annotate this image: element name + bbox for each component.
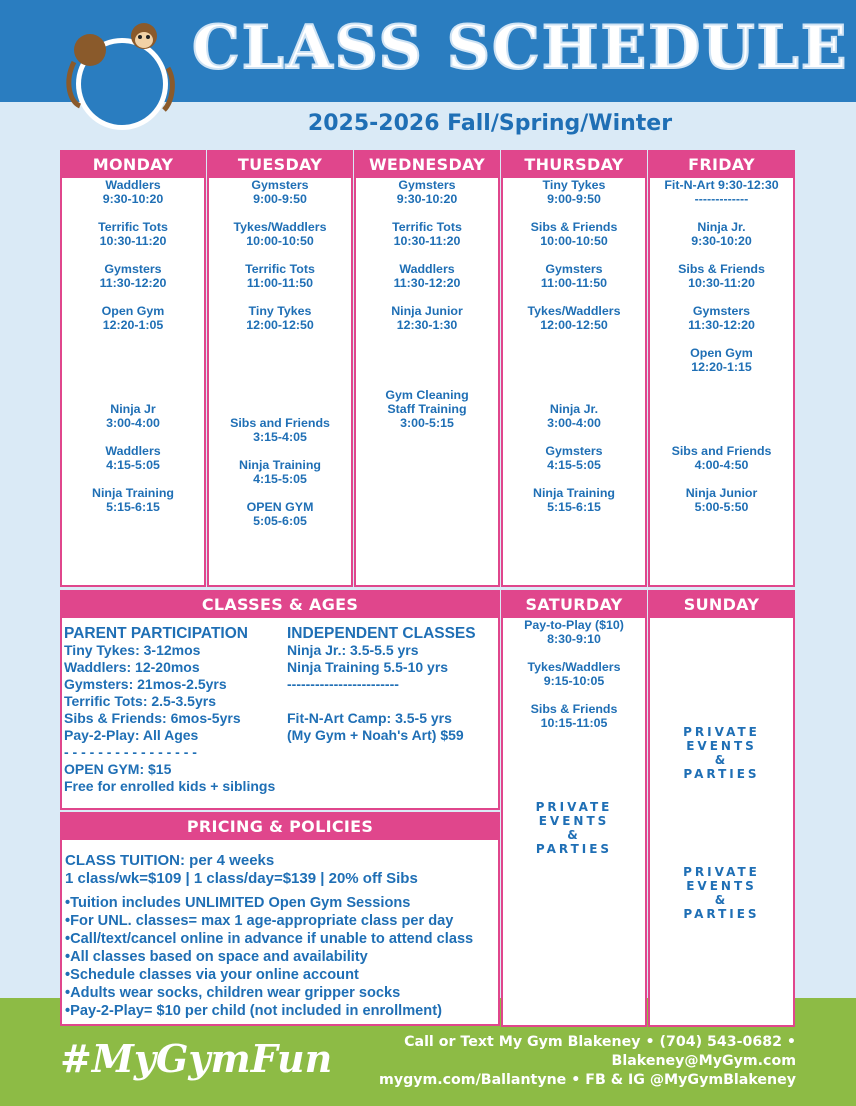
class-slot: Open Gym 12:20-1:05 — [101, 304, 165, 332]
class-slot: Sibs & Friends 10:30-11:20 — [678, 262, 765, 290]
day-column-wednesday — [354, 150, 500, 587]
class-slot: Fit-N-Art 9:30-12:30 ------------- — [664, 178, 779, 206]
open-gym-price: OPEN GYM: $15 — [64, 761, 172, 777]
class-slot: Tiny Tykes 9:00-9:50 — [542, 178, 606, 206]
page-title: CLASS SCHEDULE — [192, 13, 849, 83]
day-column-thursday — [501, 150, 647, 587]
policy-item: • Adults wear socks, children wear gripper socks — [65, 984, 473, 1002]
day-column-monday — [60, 150, 206, 587]
policy-item: • For UNL. classes= max 1 age-appropriate class per day — [65, 912, 473, 930]
pricing-content — [65, 852, 473, 1020]
age-line: Pay-2-Play: All Ages — [64, 727, 199, 743]
class-slot: Sibs and Friends 3:15-4:05 — [230, 416, 330, 444]
class-slot: Ninja Jr. 3:00-4:00 — [547, 402, 601, 430]
class-slot: Gymsters 11:30-12:20 — [99, 262, 167, 290]
class-slot: Tiny Tykes 12:00-12:50 — [246, 304, 314, 332]
independent-classes-title: INDEPENDENT CLASSES — [287, 625, 476, 642]
class-slot: Gym Cleaning Staff Training 3:00-5:15 — [385, 388, 469, 430]
class-slot: Terrific Tots 10:30-11:20 — [392, 220, 462, 248]
parent-participation-list — [64, 625, 275, 795]
class-slot: Gymsters 11:00-11:50 — [540, 262, 608, 290]
class-slot: Gymsters 9:00-9:50 — [251, 178, 309, 206]
class-slot: Terrific Tots 11:00-11:50 — [245, 262, 315, 290]
class-slot: Sibs & Friends 10:15-11:05 — [530, 702, 618, 730]
class-slot: OPEN GYM 5:05-6:05 — [246, 500, 314, 528]
hashtag: #MyGymFun — [60, 1036, 333, 1081]
age-line: Terrific Tots: 2.5-3.5yrs — [64, 693, 216, 709]
class-slot: Waddlers 9:30-10:20 — [102, 178, 164, 206]
day-header: THURSDAY — [503, 152, 645, 178]
age-line: Tiny Tykes: 3-12mos — [64, 642, 201, 658]
season-subtitle: 2025-2026 Fall/Spring/Winter — [307, 111, 673, 136]
class-slot: Waddlers 11:30-12:20 — [393, 262, 461, 290]
classes-ages-panel — [60, 590, 500, 810]
private-events-note: PRIVATE EVENTS & PARTIES — [535, 800, 613, 856]
tuition-rates: 1 class/wk=$109 | 1 class/day=$139 | 20% off Sibs — [65, 870, 418, 887]
pricing-heading: PRICING & POLICIES — [62, 814, 498, 840]
day-column-saturday — [501, 590, 647, 1027]
class-slot: Sibs & Friends 10:00-10:50 — [530, 220, 618, 248]
age-line: Free for enrolled kids + siblings — [64, 778, 276, 794]
private-events-note: PRIVATE EVENTS & PARTIES — [683, 725, 760, 781]
policy-item: • Pay-2-Play= $10 per child (not included in enrollment) — [65, 1002, 473, 1020]
class-slot: Terrific Tots 10:30-11:20 — [98, 220, 168, 248]
contact-phone-line: Call or Text My Gym Blakeney • (704) 543-0682 • — [404, 1034, 796, 1050]
age-line: Sibs & Friends: 6mos-5yrs — [64, 710, 241, 726]
day-column-tuesday — [207, 150, 353, 587]
class-slot: Sibs and Friends 4:00-4:50 — [671, 444, 772, 472]
policy-item: • Tuition includes UNLIMITED Open Gym Sessions — [65, 894, 473, 912]
divider-line: - - - - - - - - - - - - - - - - — [64, 744, 197, 760]
day-header: WEDNESDAY — [356, 152, 498, 178]
day-column-friday — [648, 150, 795, 587]
class-slot: Gymsters 11:30-12:20 — [688, 304, 755, 332]
day-header: FRIDAY — [650, 152, 793, 178]
classes-ages-heading: CLASSES & AGES — [62, 592, 498, 618]
age-line: Fit-N-Art Camp: 3.5-5 yrs — [287, 710, 452, 726]
class-slot: Tykes/Waddlers 10:00-10:50 — [233, 220, 327, 248]
policy-item: • Schedule classes via your online account — [65, 966, 473, 984]
class-slot: Ninja Junior 12:30-1:30 — [391, 304, 463, 332]
contact-info — [379, 1033, 796, 1090]
age-line: Waddlers: 12-20mos — [64, 659, 200, 675]
day-header: SATURDAY — [503, 592, 645, 618]
class-slot: Open Gym 12:20-1:15 — [690, 346, 753, 374]
contact-social: mygym.com/Ballantyne • FB & IG @MyGymBlakeney — [379, 1072, 796, 1088]
class-slot: Ninja Junior 5:00-5:50 — [685, 486, 758, 514]
class-slot: Waddlers 4:15-5:05 — [105, 444, 161, 472]
independent-classes-list — [287, 625, 476, 744]
my-gym-logo — [60, 22, 178, 132]
divider-line: ------------------------ — [287, 676, 399, 692]
class-slot: Pay-to-Play ($10) 8:30-9:10 — [524, 618, 624, 646]
contact-email: Blakeney@MyGym.com — [611, 1053, 796, 1069]
age-line: Gymsters: 21mos-2.5yrs — [64, 676, 227, 692]
policy-item: • All classes based on space and availability — [65, 948, 473, 966]
parent-participation-title: PARENT PARTICIPATION — [64, 625, 248, 642]
class-slot: Ninja Training 4:15-5:05 — [239, 458, 321, 486]
age-line: (My Gym + Noah's Art) $59 — [287, 727, 464, 743]
private-events-note: PRIVATE EVENTS & PARTIES — [683, 865, 760, 921]
policy-list — [65, 894, 473, 1020]
class-slot: Ninja Jr. 9:30-10:20 — [691, 220, 752, 248]
spacer-line — [287, 693, 476, 710]
pricing-panel — [60, 812, 500, 1026]
day-header: MONDAY — [62, 152, 204, 178]
day-header: SUNDAY — [650, 592, 793, 618]
age-line: Ninja Jr.: 3.5-5.5 yrs — [287, 642, 419, 658]
day-header: TUESDAY — [209, 152, 351, 178]
day-column-sunday — [648, 590, 795, 1027]
class-slot: Ninja Jr 3:00-4:00 — [106, 402, 160, 430]
age-line: Ninja Training 5.5-10 yrs — [287, 659, 449, 675]
class-slot: Tykes/Waddlers 12:00-12:50 — [527, 304, 621, 332]
class-slot: Ninja Training 5:15-6:15 — [92, 486, 174, 514]
tuition-title: CLASS TUITION: per 4 weeks — [65, 852, 275, 869]
class-slot: Gymsters 9:30-10:20 — [396, 178, 458, 206]
class-slot: Tykes/Waddlers 9:15-10:05 — [527, 660, 621, 688]
policy-item: • Call/text/cancel online in advance if unable to attend class — [65, 930, 473, 948]
class-slot: Gymsters 4:15-5:05 — [545, 444, 603, 472]
class-slot: Ninja Training 5:15-6:15 — [533, 486, 615, 514]
